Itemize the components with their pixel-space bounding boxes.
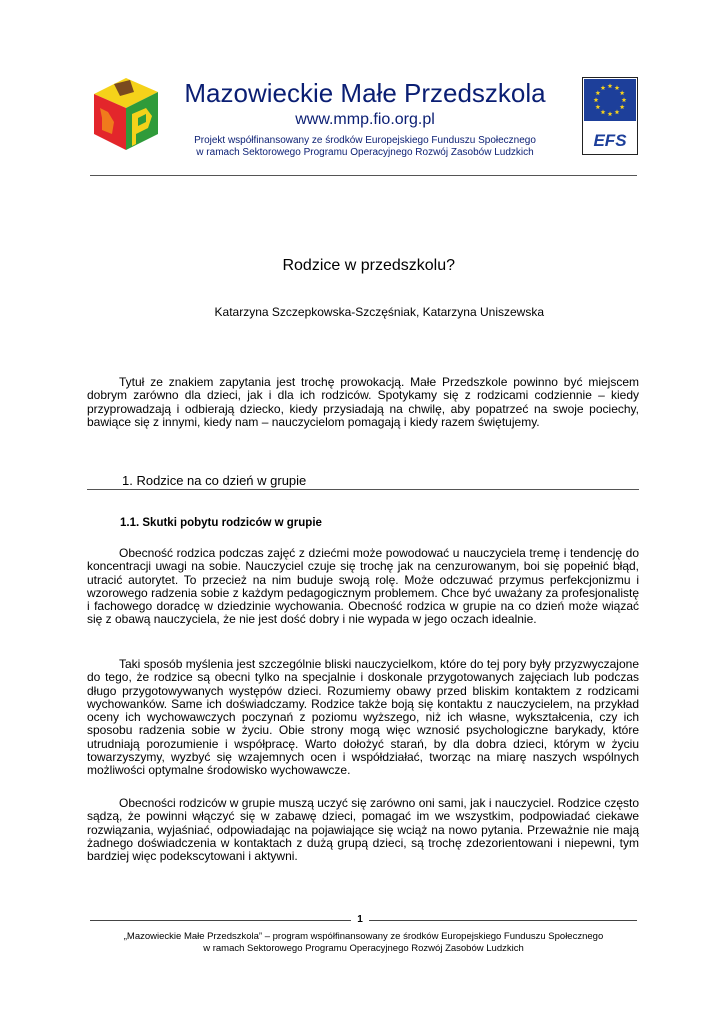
document-authors: Katarzyna Szczepkowska-Szczęśniak, Katarzyna Uniszewska bbox=[214, 305, 544, 319]
section-heading-rule bbox=[87, 489, 639, 490]
section-heading: 1. Rodzice na co dzień w grupie bbox=[122, 473, 307, 488]
header-project-line1: Projekt współfinansowany ze środków Europejskiego Funduszu Społecznego bbox=[194, 135, 536, 146]
footer-line2: w ramach Sektorowego Programu Operacyjnego Rozwój Zasobów Ludzkich bbox=[203, 943, 524, 954]
body-paragraph-2: Taki sposób myślenia jest szczególnie bliski nauczycielkom, które do tej pory były przyzwyczajone do tego, że rodzice są obecni tylko na specjalnie i doskonale przygotowanych zajęciach lub podczas długo przygotowywanych występów dzieci. Rozumiemy obawy przed bliskim kontaktem z rodzicami wychowanków. Same ich doświadczamy. Rodzice także boją się kontaktu z nauczycielem, na przykład oceny ich wychowawczych poczynań z poziomu wyższego, niż ich własne, wykształcenia, czy ich sposobu radzenia sobie w życiu. Obie strony mogą więc wznosić psychologiczne barykady, które utrudniają porozumienie i współpracę. Warto dołożyć starań, by dla dobra dzieci, którym w życiu towarzyszymy, wyzbyć się wzajemnych ocen i współdziałać, tworząc na miarę naszych wspólnych możliwości optymalne środowisko wychowawcze. bbox=[87, 657, 639, 778]
subsection-heading: 1.1. Skutki pobytu rodziców w grupie bbox=[120, 517, 322, 529]
header-project-line2: w ramach Sektorowego Programu Operacyjnego Rozwój Zasobów Ludzkich bbox=[196, 147, 534, 158]
page-number: 1 bbox=[351, 913, 369, 926]
svg-text:EFS: EFS bbox=[593, 131, 627, 150]
body-paragraph-3: Obecności rodziców w grupie muszą uczyć się zarówno oni sami, jak i nauczyciel. Rodzice często sądzą, że powinni włączyć się w zabawę dzieci, pomagać im we wszystkim, podpowiadać ciekawe rozwiązania, wyjaśniać, odpowiadając na pojawiające się wciąż na nowo pytania. Przeważnie nie mają żadnego doświadczenia w kontaktach z dużą grupą dzieci, są trochę zdezorientowani i niepewni, tym bardziej więc podekscytowani i aktywni. bbox=[87, 796, 639, 864]
footer-line1: „Mazowieckie Małe Przedszkola” – program współfinansowany ze środków Europejskiego Funduszu Społecznego bbox=[123, 931, 604, 942]
intro-paragraph: Tytuł ze znakiem zapytania jest trochę prowokacją. Małe Przedszkole powinno być miejscem dobrym zarówno dla dzieci, jak i dla ich rodziców. Spotykamy się z rodzicami codziennie – kiedy przyprowadzają i odbierają dziecko, kiedy przysiadają na chwilę, aby popatrzeć na swoje pociechy, bawiące się z innymi, kiedy nam – nauczycielom pomagają i kiedy razem świętujemy. bbox=[87, 375, 639, 429]
body-paragraph-1: Obecność rodzica podczas zajęć z dziećmi może powodować u nauczyciela tremę i tendencję do koncentracji uwagi na sobie. Nauczyciel czuje się trochę jak na cenzurowanym, boi się popełnić błąd, utracić autorytet. To przecież na nim buduje swoją rolę. Może odczuwać przymus perfekcjonizmu i wzorowego radzenia sobie z każdym pedagogicznym problemem. Chce być uważany za profesjonalistę i fachowego doradcę w dziedzinie wychowania. Obecność rodzica w grupie na co dzień może wiązać się z obawą nauczyciela, że nie jest dość dobry i nie wypada w jego oczach idealnie. bbox=[87, 546, 639, 627]
header-url[interactable]: www.mmp.fio.org.pl bbox=[295, 111, 435, 128]
header-divider bbox=[90, 175, 637, 176]
header-project-info bbox=[150, 135, 580, 159]
eu-efs-emblem bbox=[582, 77, 638, 155]
footer-text bbox=[90, 931, 637, 955]
header-title: Mazowieckie Małe Przedszkola bbox=[184, 78, 546, 108]
document-title: Rodzice w przedszkolu? bbox=[282, 257, 455, 274]
